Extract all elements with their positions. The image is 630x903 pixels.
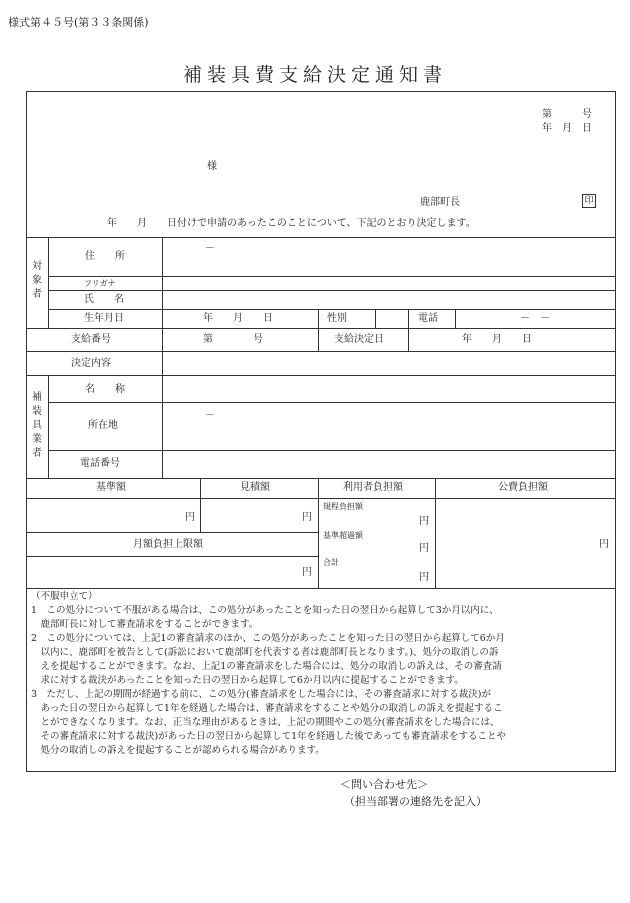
rule (26, 237, 616, 238)
name-label: 氏 名 (84, 294, 124, 305)
rule (26, 478, 616, 479)
user-burden-label: 利用者負担額 (343, 482, 403, 493)
appeal-line: 以内に、鹿部町を被告として(訴訟において鹿部町を代表する者は鹿部町長となります。)、処分の取消しの訴 (31, 647, 499, 658)
appeal-line: あった日の翌日から起算して1年を経過した場合は、審査請求をすることや処分の取消しの訴えを提起するこ (31, 703, 503, 714)
address-value: － (205, 243, 215, 254)
contact-heading: ＜問い合わせ先＞ (340, 778, 428, 791)
vendor-side-label: 補装具業者 (32, 392, 42, 459)
decision-date-label: 支給決定日 (334, 334, 384, 345)
appeal-line: 処分の取消しの訴えを提起することが認められる場合があります。 (31, 745, 325, 756)
issuer-name: 鹿部町長 (420, 197, 460, 208)
support-number-value: 第 号 (203, 334, 263, 345)
rule (408, 309, 409, 351)
rule (26, 588, 616, 589)
form-number: 様式第４５号(第３３条関係) (8, 16, 149, 29)
seal-mark: 印 (582, 194, 596, 208)
appeal-line: 3 ただし、上記の期間が経過する前に、この処分(審査請求をした場合には、その審査請求に対する裁決)が (31, 689, 491, 700)
phone-value: － － (520, 313, 550, 324)
rule-burden-yen: 円 (419, 516, 429, 527)
rule (26, 532, 318, 533)
phone-label: 電話 (418, 313, 438, 324)
rule (48, 375, 49, 478)
public-burden-yen: 円 (599, 539, 609, 550)
rule (48, 402, 616, 403)
birth-label: 生年月日 (84, 313, 124, 324)
total-yen: 円 (419, 572, 429, 583)
support-number-label: 支給番号 (71, 334, 111, 345)
rule (26, 498, 616, 499)
issue-date: 年 月 日 (542, 123, 592, 134)
appeal-line: 求に対する裁決があったことを知った日の翌日から起算して6か月以内に提起することができます。 (31, 675, 464, 686)
total-label: 合計 (323, 558, 339, 567)
appeal-line: その審査請求に対する裁決)があった日の翌日から起算して1年を経過した後であっても審査請求をすることや (31, 731, 507, 742)
rule (318, 478, 319, 588)
base-amount-yen: 円 (185, 512, 195, 523)
rule (48, 237, 49, 328)
estimate-amount-label: 見積額 (240, 482, 270, 493)
rule (455, 309, 456, 328)
vendor-phone-label: 電話番号 (80, 458, 120, 469)
rule (26, 351, 616, 352)
subject-side-label: 対象者 (32, 261, 42, 300)
rule (375, 309, 376, 328)
monthly-cap-yen: 円 (302, 567, 312, 578)
public-burden-label: 公費負担額 (498, 482, 548, 493)
rule (26, 375, 616, 376)
appeal-line: えを提起することができます。なお、上記1の審査請求をした場合には、処分の取消しの訴えは、その審査請 (31, 661, 502, 672)
vendor-name-label: 名 称 (85, 384, 125, 395)
rule-burden-label: 規程負担額 (323, 502, 363, 511)
monthly-cap-label: 月額負担上限額 (133, 539, 203, 550)
appeal-line: 鹿部町長に対して審査請求をすることができます。 (31, 619, 259, 630)
appeal-line: とができなくなります。なお、正当な理由があるときは、上記の期間やこの処分(審査請求をした場合には、 (31, 717, 500, 728)
appeal-line: 1 この処分について不服がある場合は、この処分があったことを知った日の翌日から起算して3か月以内に、 (31, 605, 499, 616)
rule (48, 450, 616, 451)
rule (435, 478, 436, 588)
rule (200, 478, 201, 532)
rule (48, 309, 616, 310)
over-base-yen: 円 (419, 543, 429, 554)
recipient-suffix: 様 (207, 161, 217, 172)
appeal-notice (31, 590, 506, 758)
appeal-line: 2 この処分については、上記1の審査請求のほか、この処分があったことを知った日の翌日から起算して6か月 (31, 633, 505, 644)
appeal-heading: （不服申立て） (31, 591, 98, 602)
contact-note: （担当部署の連絡先を記入） (344, 795, 487, 808)
decision-statement: 年 月 日付けで申請のあったこのことについて、下記のとおり決定します。 (107, 218, 476, 229)
over-base-label: 基準超過額 (323, 531, 363, 540)
rule (48, 290, 616, 291)
decision-content-label: 決定内容 (71, 358, 111, 369)
rule (26, 556, 318, 557)
birth-value: 年 月 日 (203, 313, 273, 324)
furigana-label: フリガナ (84, 279, 116, 288)
base-amount-label: 基準額 (96, 482, 126, 493)
address-label: 住 所 (85, 251, 125, 262)
sex-label: 性別 (327, 313, 347, 324)
document-title: 補装具費支給決定通知書 (182, 64, 447, 86)
vendor-location-value: － (205, 410, 215, 421)
rule (162, 237, 163, 478)
vendor-location-label: 所在地 (88, 420, 118, 431)
estimate-amount-yen: 円 (302, 512, 312, 523)
rule (318, 309, 319, 351)
rule (48, 276, 616, 277)
decision-date-value: 年 月 日 (462, 334, 532, 345)
rule (26, 328, 616, 329)
issue-number: 第 号 (542, 109, 592, 120)
